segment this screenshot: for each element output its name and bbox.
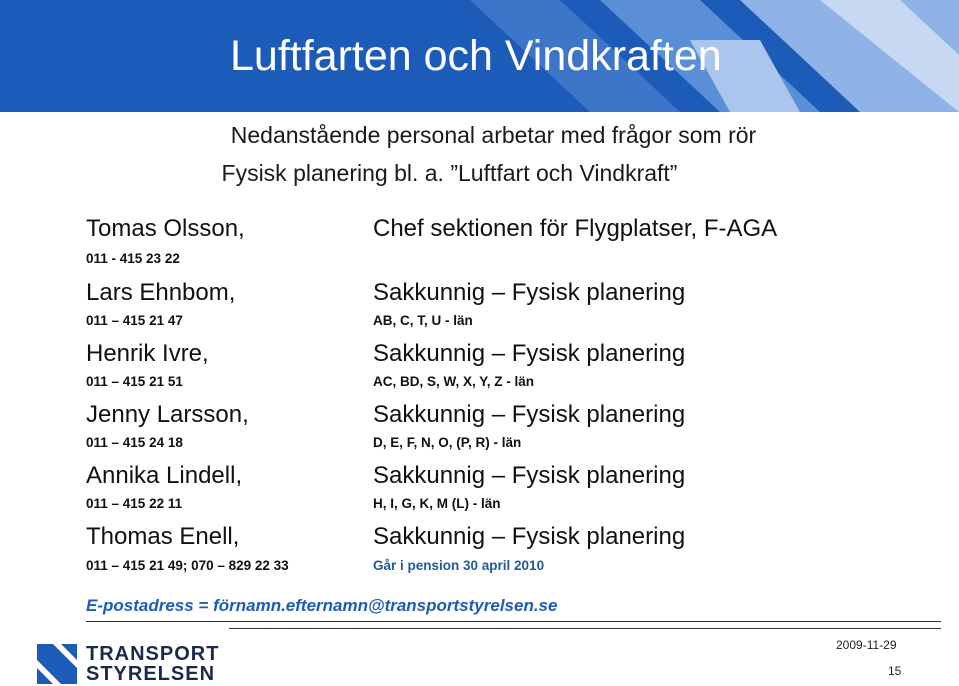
contact-name: Tomas Olsson,: [86, 215, 245, 242]
email-format-line: E-postadress = förnamn.efternamn@transportstyrelsen.se: [86, 596, 558, 615]
page-number: 15: [888, 664, 902, 678]
contact-role: Chef sektionen för Flygplatser, F-AGA: [373, 215, 778, 242]
slide-title: Luftfarten och Vindkraften: [230, 32, 722, 80]
contact-role: Sakkunnig – Fysisk planering: [373, 340, 686, 367]
contact-role: Sakkunnig – Fysisk planering: [373, 523, 686, 550]
contact-name: Annika Lindell,: [86, 462, 243, 489]
logo-line-1: TRANSPORT: [86, 643, 220, 665]
slide-date: 2009-11-29: [836, 638, 897, 652]
footer-divider-thin: [229, 628, 941, 629]
contact-area: AC, BD, S, W, X, Y, Z - län: [373, 374, 535, 389]
contact-name: Thomas Enell,: [86, 523, 240, 550]
contact-role: Sakkunnig – Fysisk planering: [373, 401, 686, 428]
contact-role: Sakkunnig – Fysisk planering: [373, 462, 686, 489]
slide-header: [0, 0, 959, 112]
contact-area: H, I, G, K, M (L) - län: [373, 496, 501, 511]
contact-area: D, E, F, N, O, (P, R) - län: [373, 435, 522, 450]
contact-area: Går i pension 30 april 2010: [373, 558, 545, 573]
logo-line-2: STYRELSEN: [86, 663, 216, 685]
contact-phone: 011 - 415 23 22: [86, 251, 180, 266]
contact-name: Lars Ehnbom,: [86, 279, 236, 306]
footer-divider: [86, 621, 941, 622]
contact-phone: 011 – 415 22 11: [86, 496, 183, 511]
subtitle-line-2: Fysisk planering bl. a. ”Luftfart och Vindkraft”: [221, 160, 678, 186]
logo-wordmark: [86, 644, 219, 684]
contact-phone: 011 – 415 21 51: [86, 374, 183, 389]
contact-name: Henrik Ivre,: [86, 340, 209, 367]
contact-name: Jenny Larsson,: [86, 401, 249, 428]
contact-role: Sakkunnig – Fysisk planering: [373, 279, 686, 306]
contact-phone: 011 – 415 21 47: [86, 313, 183, 328]
contact-phone: 011 – 415 24 18: [86, 435, 183, 450]
contact-phone: 011 – 415 21 49; 070 – 829 22 33: [86, 558, 289, 573]
subtitle-line-1: Nedanstående personal arbetar med frågor som rör: [230, 122, 757, 148]
transportstyrelsen-logo-icon: [37, 644, 77, 684]
contact-area: AB, C, T, U - län: [373, 313, 473, 328]
